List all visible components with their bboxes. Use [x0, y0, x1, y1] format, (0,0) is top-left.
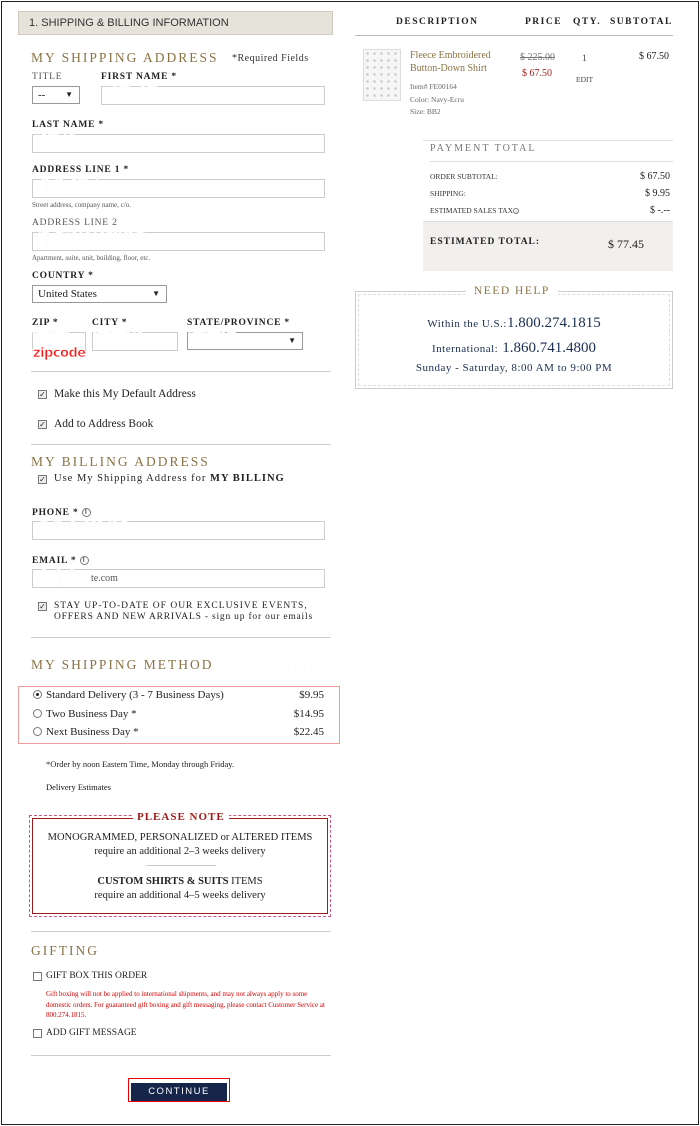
email-input[interactable]: te.com [32, 569, 325, 588]
country-select[interactable]: United States ▼ [32, 285, 167, 303]
shipping-option-radio[interactable] [33, 690, 42, 699]
order-subtotal-row: ORDER SUBTOTAL: $ 67.50 [430, 171, 670, 182]
help-hours: Sunday - Saturday, 8:00 AM to 9:00 PM [415, 362, 613, 374]
product-thumbnail[interactable] [363, 49, 401, 101]
section-header [18, 11, 333, 35]
cart-header-qty: QTY. [573, 17, 602, 27]
use-shipping-label: Use My Shipping Address for MY BILLING [54, 473, 285, 484]
item-subtotal: $ 67.50 [639, 51, 669, 62]
edit-item-link[interactable]: EDIT [576, 75, 594, 84]
gift-message-checkbox[interactable] [33, 1029, 42, 1038]
title-select[interactable]: -- ▼ [32, 86, 80, 104]
newsletter-line1: STAY UP-TO-DATE OF OUR EXCLUSIVE EVENTS, [54, 601, 308, 611]
original-price: $ 225.00 [520, 52, 555, 63]
city-label: CITY * [92, 318, 128, 328]
billing-heading: MY BILLING ADDRESS [31, 454, 210, 469]
use-shipping-checkbox[interactable]: ✓ [39, 475, 46, 484]
phone-annotation: 배대지전화번호 [34, 520, 132, 538]
email-annotation: 이메일 [34, 569, 76, 587]
estimated-total-box [423, 221, 673, 271]
chevron-down-icon: ▼ [65, 90, 73, 99]
default-address-label: Make this My Default Address [54, 388, 196, 400]
address1-label: ADDRESS LINE 1 * [32, 165, 130, 175]
us-phone-line: Within the U.S.:1.800.274.1815 [427, 315, 601, 331]
address-book-label: Add to Address Book [54, 418, 154, 430]
shipping-heading: MY SHIPPING ADDRESS [31, 50, 219, 65]
state-label: STATE/PROVINCE * [187, 318, 290, 328]
shipping-option-radio[interactable] [33, 727, 42, 736]
info-icon[interactable]: I [82, 508, 91, 517]
shipping-option-price: $14.95 [293, 708, 324, 720]
address2-label: ADDRESS LINE 2 [32, 218, 118, 228]
zip-annotation-line1: 배대지 [33, 331, 70, 346]
divider [31, 1055, 331, 1056]
divider [31, 931, 331, 932]
first-name-annotation: 영문이름 [104, 85, 160, 103]
shipping-option-label[interactable]: Standard Delivery (3 - 7 Business Days) [46, 689, 224, 701]
chevron-down-icon: ▼ [288, 336, 296, 345]
shipping-method-heading: MY SHIPPING METHOD [31, 657, 214, 672]
shipping-option-label[interactable]: Two Business Day * [46, 708, 137, 720]
last-name-label: LAST NAME * [32, 120, 104, 130]
phone-label: PHONE * I [32, 508, 91, 518]
required-note: *Required Fields [232, 53, 309, 64]
gift-warning: Gift boxing will not be applied to international shipments, and may not always apply to some domestic orders. For guaranteed gift boxing and gift messaging, please contact Customer Service at 800.274.1815. [46, 990, 325, 1019]
title-label: TITLE [32, 72, 63, 82]
country-label: COUNTRY * [32, 271, 94, 281]
shipping-note: *Order by noon Eastern Time, Monday through Friday. [46, 759, 235, 769]
email-label: EMAIL * I [32, 556, 89, 566]
estimated-total-value: $ 77.45 [608, 237, 644, 251]
newsletter-checkbox[interactable]: ✓ [39, 602, 46, 611]
estimated-total-label: ESTIMATED TOTAL: [430, 237, 541, 247]
us-phone-link[interactable]: 1.800.274.1815 [506, 315, 601, 331]
payment-total-box [423, 140, 673, 222]
last-name-input[interactable] [32, 134, 325, 153]
info-icon[interactable]: I [80, 556, 89, 565]
shipping-option-radio[interactable] [33, 709, 42, 718]
gift-box-checkbox[interactable] [33, 972, 42, 981]
payment-title: PAYMENT TOTAL [430, 143, 537, 154]
info-icon[interactable]: i [513, 208, 519, 214]
shipping-option-price: $22.45 [293, 726, 324, 738]
continue-button[interactable]: CONTINUE [131, 1083, 227, 1101]
address1-hint: Street address, company name, c/o. [32, 201, 131, 209]
city-annotation: 배대지시 [94, 331, 143, 346]
address2-hint: Apartment, suite, unit, building, floor, etc. [32, 254, 151, 262]
item-qty: 1 [582, 54, 587, 64]
need-help-box [355, 285, 673, 389]
cart-header-subtotal: SUBTOTAL [610, 17, 673, 27]
product-color: Color: Navy-Ecru [410, 95, 464, 104]
continue-highlight [128, 1078, 230, 1102]
state-annotation: 배대지주 [189, 331, 238, 346]
section-title: 1. SHIPPING & BILLING INFORMATION [29, 17, 229, 29]
shipping-option-label[interactable]: Next Business Day * [46, 726, 139, 738]
please-note-line: CUSTOM SHIRTS & SUITS ITEMS [97, 876, 263, 887]
intl-phone-line: International: 1.860.741.4800 [431, 340, 596, 356]
divider [31, 637, 331, 638]
address1-annotation: 배대지주소 [35, 178, 105, 196]
divider [31, 444, 331, 445]
sale-price: $ 67.50 [522, 68, 552, 79]
note-separator [146, 865, 216, 866]
tax-row: ESTIMATED SALES TAX i $ -.-- [430, 205, 670, 216]
shipping-option-price: $9.95 [299, 689, 324, 701]
chevron-down-icon: ▼ [152, 289, 160, 298]
last-name-annotation: 영문성 [33, 133, 75, 151]
need-help-title: NEED HELP [466, 285, 558, 297]
product-item-number: Item# FE00164 [410, 82, 457, 91]
payment-divider [423, 140, 673, 141]
please-note-line: MONOGRAMMED, PERSONALIZED or ALTERED ITEMS [47, 832, 313, 843]
cart-header-description: DESCRIPTION [396, 17, 479, 27]
gifting-heading: GIFTING [31, 943, 99, 958]
delivery-estimates-link[interactable]: Delivery Estimates [46, 782, 111, 792]
zip-annotation-line2: zipcode [33, 346, 86, 361]
please-note-line: require an additional 2–3 weeks delivery [94, 846, 266, 857]
please-note-box [32, 811, 328, 914]
cart-header-price: PRICE [525, 17, 563, 27]
cart-header-divider [355, 35, 673, 36]
gift-message-label: ADD GIFT MESSAGE [46, 1028, 137, 1038]
please-note-line: require an additional 4–5 weeks delivery [94, 890, 266, 901]
default-address-checkbox[interactable]: ✓ [39, 390, 46, 399]
payment-divider [430, 161, 673, 162]
shipping-method-annotation: 배송 옵션 선택 [237, 664, 318, 679]
intl-phone-link[interactable]: 1.860.741.4800 [502, 340, 596, 356]
address-book-checkbox[interactable]: ✓ [39, 420, 46, 429]
product-size: Size: BB2 [410, 107, 441, 116]
shipping-row: SHIPPING: $ 9.95 [430, 188, 670, 199]
newsletter-line2: OFFERS AND NEW ARRIVALS - sign up for our emails [54, 612, 313, 622]
zip-label: ZIP * [32, 318, 59, 328]
first-name-label: FIRST NAME * [101, 72, 177, 82]
address2-annotation: 배대지사서함번호 [35, 230, 147, 248]
product-name-link[interactable]: Fleece Embroidered Button-Down Shirt [410, 50, 491, 74]
gift-box-label: GIFT BOX THIS ORDER [46, 971, 148, 981]
please-note-title: PLEASE NOTE [133, 811, 229, 823]
divider [31, 371, 331, 372]
